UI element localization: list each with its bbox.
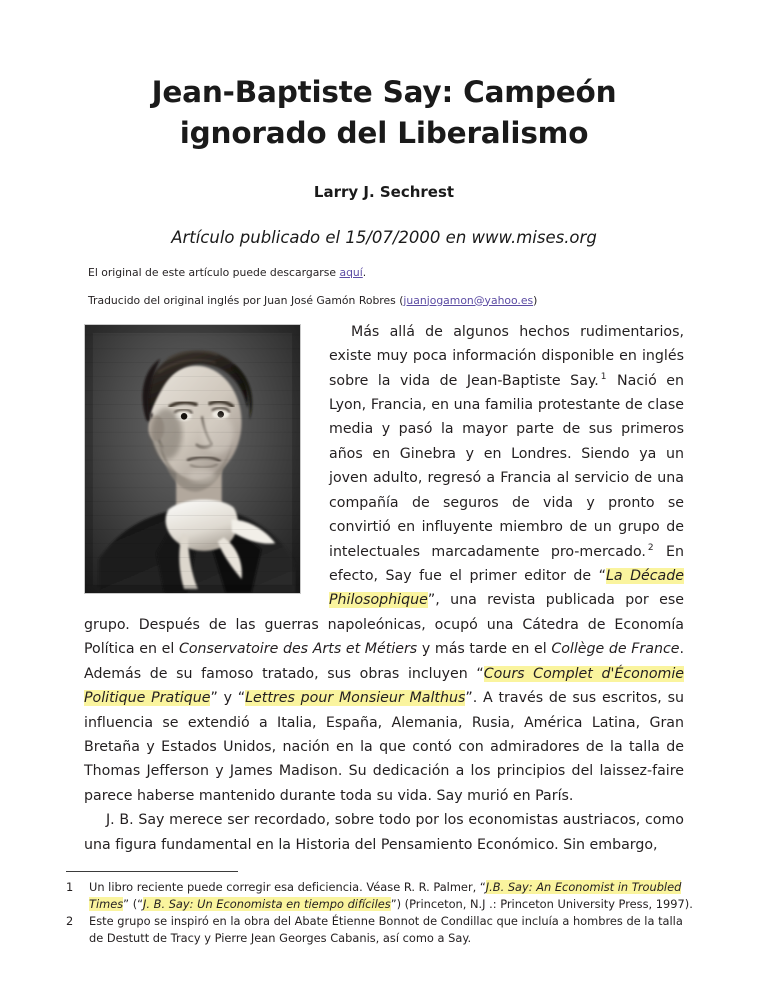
p1-seg-6: . Además de su famoso tratado, sus obras incluyen “ [84,641,684,682]
footnote-item [66,879,696,913]
fn1-seg-2: ” (“ [123,896,144,911]
highlight-cours-complet: Cours Complet d'Économie Politique Pratique [84,665,684,707]
paragraph-2: J. B. Say merece ser recordado, sobre todo por los economistas austriacos, como una figura fundamental en la Historia del Pensamiento Económico. Sin embargo, [84,812,684,853]
original-download-suffix: . [362,266,367,280]
fn1-highlight-spanish-title: J. B. Say: Un Economista en tiempo difíciles [143,896,391,911]
fn1-seg-1: Un libro reciente puede corregir esa deficiencia. Véase R. R. Palmer, “ [89,879,486,894]
attribution-block [0,265,768,308]
portrait-image [84,324,301,594]
download-original-link[interactable]: aquí [339,266,363,280]
highlight-la-decade-philosophique: La Décade Philosophique [329,568,684,609]
italic-college-de-france: Collège de France [551,641,680,658]
publication-note: Artículo publicado el 15/07/2000 en www.mises.org [171,228,597,248]
italic-conservatoire: Conservatoire des Arts et Métiers [178,641,418,658]
translator-email-link[interactable]: juanjogamon@yahoo.es [403,293,534,307]
original-download-text: El original de este artículo puede descargarse [88,266,340,280]
footnote-separator [66,871,238,872]
fn1-highlight-english-title: J.B. Say: An Economist in Troubled Times [89,879,682,911]
translator-text: Traducido del original inglés por Juan José Gamón Robres ( [88,293,404,307]
highlight-lettres-malthus: Lettres pour Monsieur Malthus [245,690,466,707]
body-area [0,320,768,857]
title-block [0,0,768,247]
fn1-seg-3: ”) (Princeton, N.J .: Princeton University Press, 1997). [390,896,693,911]
footnote-marker-1[interactable]: 1 [600,371,607,382]
footnote-number: 2 [66,914,74,929]
footnotes-section [0,871,768,948]
footnote-marker-2[interactable]: 2 [647,542,654,553]
author-name: Larry J. Sechrest [313,183,455,202]
fn2-seg-1: Este grupo se inspiró en la obra del Abate Étienne Bonnot de Condillac que incluía a hombres de la talla de Destutt de Tracy y Pierre Jean Georges Cabanis, así como a Say. [89,914,683,946]
footnote-number: 1 [66,879,74,894]
p1-seg-3: En efecto, Say fue el primer editor de “ [329,543,684,584]
original-download-line [88,265,684,281]
p1-seg-8: ”. A través de sus escritos, su influencia se extendió a Italia, España, Alemania, Rusia, América Latina, Gran Bretaña y Estados Unidos, nación en la que contó con admiradores de la talla de Thomas Jefferson y James Madison. Su dedicación a los principios del laissez-faire parece haberse mantenido durante toda su vida. Say murió en París. [84,690,684,804]
footnote-item [66,913,696,947]
page-title: Jean-Baptiste Say: Campeón ignorado del Liberalismo [151,75,617,150]
translator-line [88,293,684,309]
footnote-text [89,879,696,913]
footnote-text [89,913,696,947]
p1-seg-5: y más tarde en el [417,641,552,658]
p1-seg-4: ”, una revista publicada por ese grupo. Después de las guerras napoleónicas, ocupó una Cátedra de Economía Política en el [84,592,684,658]
p1-seg-7: ” y “ [210,690,246,707]
p1-seg-2: Nació en Lyon, Francia, en una familia protestante de clase media y pasó la mayor parte de sus primeros años en Ginebra y en Londres. Siendo ya un joven adulto, regresó a Francia al servicio de una compañía de seguros de vida y pronto se convirtió en influyente miembro de un grupo de intelectuales marcadamente pro-mercado. [329,372,684,560]
p1-seg-1: Más allá de algunos hechos rudimentarios, existe muy poca información disponible en inglés sobre la vida de Jean-Baptiste Say. [329,323,684,389]
translator-suffix: ) [533,293,538,307]
